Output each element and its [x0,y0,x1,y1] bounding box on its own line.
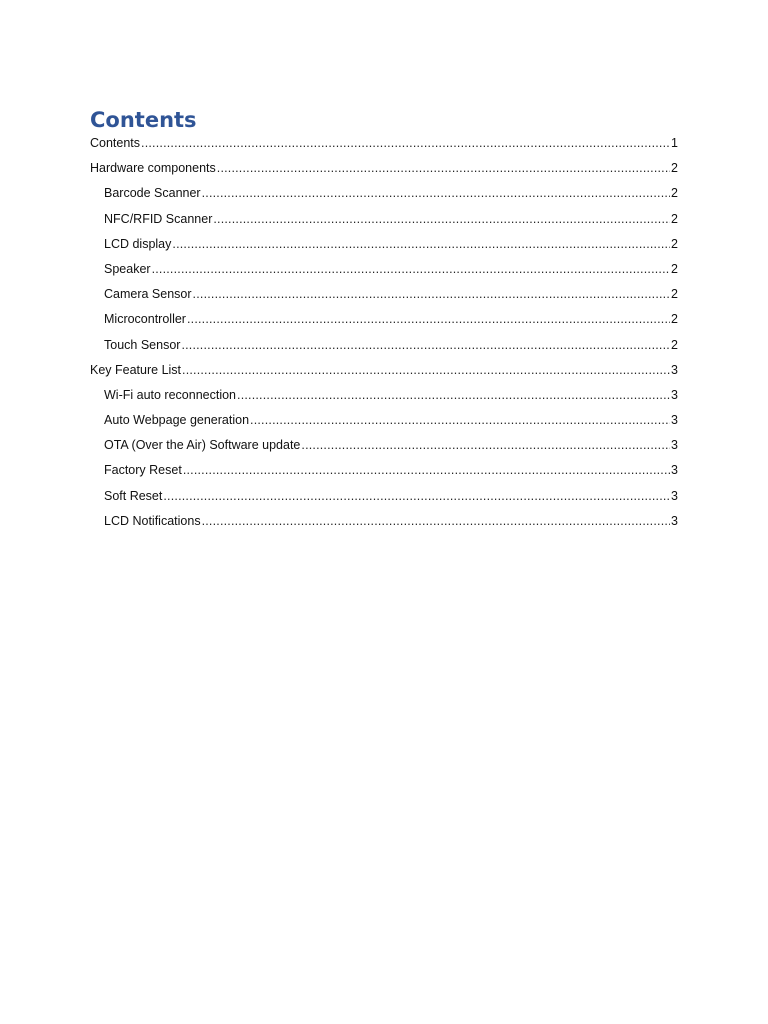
toc-entry-label: Wi-Fi auto reconnection [104,387,237,402]
toc-entry-label: Factory Reset [104,463,182,478]
toc-dot-leader [141,131,670,156]
toc-dot-leader [217,156,670,181]
toc-entry-soft-reset[interactable] [90,484,678,509]
toc-entry-camera-sensor[interactable] [90,282,678,307]
toc-entry-page: 1 [671,136,678,150]
toc-dot-leader [172,232,670,257]
toc-entry-page: 2 [671,186,678,201]
toc-entry-key-feature-list[interactable] [90,358,678,383]
toc-entry-wifi-auto-reconnection[interactable] [90,383,678,408]
toc-dot-leader [182,358,670,383]
toc-entry-page: 2 [671,312,678,327]
toc-entry-lcd-notifications[interactable] [90,509,678,534]
toc-entry-page: 2 [671,337,678,352]
toc-entry-speaker[interactable] [90,257,678,282]
toc-entry-label: Camera Sensor [104,287,192,302]
toc-entry-page: 2 [671,287,678,302]
toc-entry-page: 3 [671,362,678,377]
toc-dot-leader [202,509,670,534]
toc-dot-leader [152,257,670,282]
toc-entry-page: 3 [671,513,678,528]
toc-dot-leader [250,408,670,433]
toc-entry-label: Barcode Scanner [104,186,201,201]
toc-entry-page: 2 [671,161,678,176]
toc-entry-label: OTA (Over the Air) Software update [104,438,301,453]
toc-entry-barcode-scanner[interactable] [90,181,678,206]
toc-entry-page: 2 [671,236,678,251]
toc-entry-page: 3 [671,413,678,428]
toc-entry-nfc-rfid-scanner[interactable] [90,207,678,232]
toc-entry-page: 2 [671,211,678,226]
toc-entry-ota-software-update[interactable] [90,433,678,458]
toc-dot-leader [202,181,670,206]
toc-entry-label: Touch Sensor [104,337,181,352]
toc-title: Contents [90,108,197,132]
toc-entry-lcd-display[interactable] [90,232,678,257]
toc-entry-page: 3 [671,438,678,453]
toc-dot-leader [193,282,671,307]
toc-entry-label: Contents [90,136,141,150]
toc-entry-label: LCD Notifications [104,513,201,528]
toc-entry-page: 3 [671,387,678,402]
toc-entry-label: Auto Webpage generation [104,413,250,428]
toc-entry-label: Key Feature List [90,362,182,377]
toc-entry-touch-sensor[interactable] [90,333,678,358]
toc-dot-leader [163,484,670,509]
toc-dot-leader [237,383,670,408]
toc-entry-page: 3 [671,488,678,503]
toc-list [90,131,678,534]
toc-dot-leader [187,307,670,332]
toc-entry-contents[interactable] [90,131,678,156]
toc-entry-label: Hardware components [90,161,216,176]
toc-entry-label: NFC/RFID Scanner [104,211,213,226]
toc-entry-label: LCD display [104,236,172,251]
toc-dot-leader [181,333,670,358]
toc-dot-leader [213,207,670,232]
toc-entry-page: 3 [671,463,678,478]
toc-entry-hardware-components[interactable] [90,156,678,181]
toc-dot-leader [301,433,670,458]
toc-entry-page: 2 [671,261,678,276]
toc-entry-microcontroller[interactable] [90,307,678,332]
toc-dot-leader [183,458,670,483]
toc-entry-label: Soft Reset [104,488,163,503]
toc-entry-label: Speaker [104,261,151,276]
toc-entry-label: Microcontroller [104,312,186,327]
toc-entry-factory-reset[interactable] [90,458,678,483]
toc-entry-auto-webpage-generation[interactable] [90,408,678,433]
